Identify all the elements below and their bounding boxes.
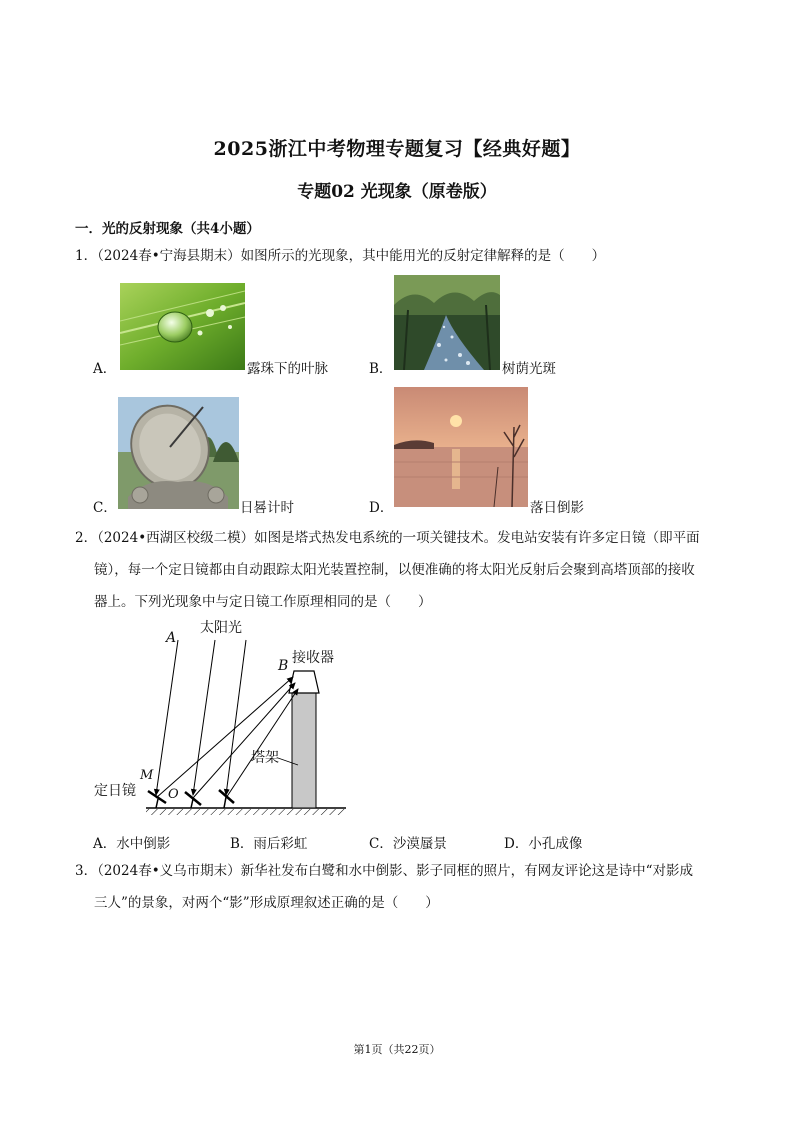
q1-option-d-caption: 落日倒影: [530, 500, 584, 516]
reflected-ray-3: [226, 689, 298, 798]
sunset-reflection-image: [394, 387, 528, 507]
page-footer: 第1页（共22页）: [353, 1043, 441, 1056]
q1-option-b-caption: 树荫光斑: [502, 361, 556, 377]
reflected-ray-1: [156, 677, 293, 798]
page-title: 2025浙江中考物理专题复习【经典好题】: [213, 138, 581, 160]
diagram-label-m: M: [140, 768, 154, 783]
question-3-line-1: 3．（2024春•义乌市期末）新华社发布白鹭和水中倒影、影子同框的照片，有网友评论这是诗中“对影成: [75, 863, 694, 879]
reflected-ray-2: [193, 683, 295, 798]
question-2-line-2: 镜），每一个定日镜都由自动跟踪太阳光装置控制，以便准确的将太阳光反射后会聚到高塔顶部的接收: [94, 562, 695, 578]
q1-option-d-letter: D．: [369, 500, 394, 516]
sundial-image: [118, 397, 239, 509]
sun-ray-2: [193, 640, 215, 795]
q2-option-d: D．小孔成像: [504, 836, 583, 852]
diagram-label-o: O: [168, 787, 179, 802]
q1-option-c-letter: C．: [93, 500, 117, 516]
q1-option-a-caption: 露珠下的叶脉: [247, 361, 328, 377]
q2-option-a: A．水中倒影: [93, 836, 171, 852]
question-2-line-3: 器上。下列光现象中与定日镜工作原理相同的是（ ）: [94, 594, 432, 610]
question-2-line-1: 2．（2024•西湖区校级二模）如图是塔式热发电系统的一项关键技术。发电站安装有许多定日镜（即平面: [75, 530, 700, 546]
question-3-line-2: 三人”的景象，对两个“影”形成原理叙述正确的是（ ）: [94, 895, 439, 911]
dewdrop-leaf-image: [120, 283, 245, 370]
diagram-label-receiver: 接收器: [292, 650, 334, 666]
ground-hatch: [146, 809, 346, 815]
diagram-label-b: B: [278, 658, 289, 674]
sun-ray-1: [156, 640, 178, 795]
q1-option-a-letter: A．: [93, 361, 117, 377]
section-heading: 一．光的反射现象（共4小题）: [75, 221, 260, 237]
page-subtitle: 专题02 光现象（原卷版）: [297, 182, 497, 202]
q1-option-c-caption: 日晷计时: [240, 500, 294, 516]
q2-option-b: B．雨后彩虹: [230, 836, 308, 852]
receiver: [289, 671, 319, 693]
diagram-label-heliostat: 定日镜: [94, 783, 136, 799]
tree-shade-stream-image: [394, 275, 500, 370]
question-1-stem: 1．（2024春•宁海县期末）如图所示的光现象，其中能用光的反射定律解释的是（ ）: [75, 248, 606, 264]
diagram-label-tower: 塔架: [251, 750, 279, 766]
tower: [292, 693, 316, 808]
heliostat-diagram: [88, 615, 358, 825]
diagram-label-sunlight: 太阳光: [200, 620, 242, 636]
q1-option-b-letter: B．: [369, 361, 393, 377]
diagram-label-a: A: [166, 630, 177, 646]
q2-option-c: C．沙漠蜃景: [369, 836, 447, 852]
